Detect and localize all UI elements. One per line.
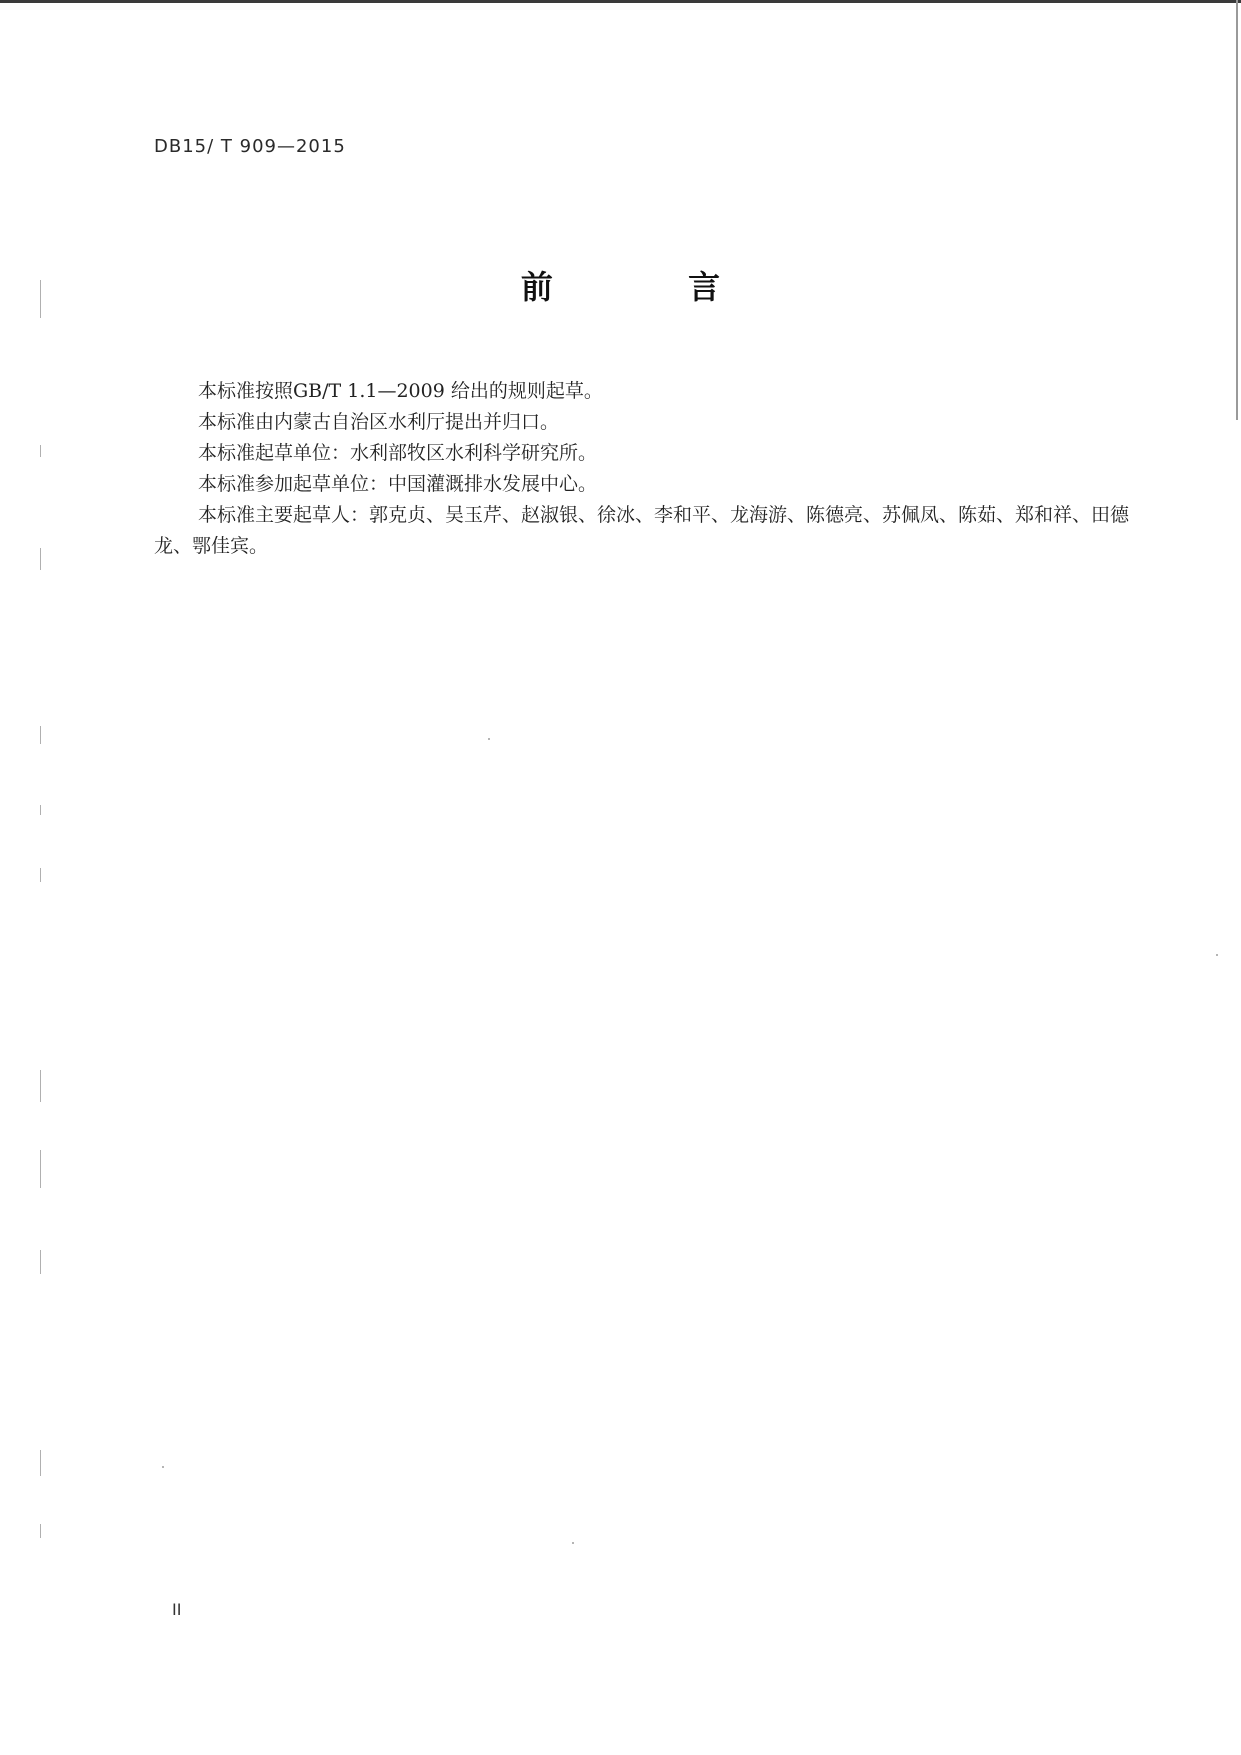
paragraph-proposer: 本标准由内蒙古自治区水利厅提出并归口。 xyxy=(198,411,560,433)
page-right-border xyxy=(1236,0,1238,420)
scan-artifact xyxy=(572,1542,574,1544)
document-code: DB15/ T 909—2015 xyxy=(154,136,346,157)
page-title: 前 言 xyxy=(520,268,783,306)
scan-artifact xyxy=(40,548,41,570)
scan-artifact xyxy=(40,445,41,457)
scan-artifact xyxy=(40,1450,41,1476)
scan-artifact xyxy=(40,868,41,882)
scan-artifact xyxy=(40,726,41,744)
scan-artifact xyxy=(40,805,41,815)
foreword-body xyxy=(154,376,1144,562)
scan-artifact xyxy=(162,1466,164,1468)
paragraph-drafters: 本标准主要起草人：郭克贞、吴玉芹、赵淑银、徐冰、李和平、龙海游、陈德亮、苏佩凤、陈茹、郑和祥、田德龙、鄂佳宾。 xyxy=(154,504,1130,557)
scan-artifact xyxy=(40,1250,41,1274)
scan-artifact xyxy=(1216,954,1218,956)
paragraph-participating-unit: 本标准参加起草单位：中国灌溉排水发展中心。 xyxy=(198,473,598,495)
scan-artifact xyxy=(40,1524,41,1538)
page-number: II xyxy=(172,1600,182,1619)
paragraph-drafting-rules: 本标准按照GB/T 1.1—2009 给出的规则起草。 xyxy=(198,380,603,402)
scan-artifact xyxy=(40,1070,41,1102)
paragraph-drafting-unit: 本标准起草单位：水利部牧区水利科学研究所。 xyxy=(198,442,598,464)
scan-artifact xyxy=(40,280,41,318)
scan-artifact xyxy=(40,1150,41,1188)
scan-artifact xyxy=(488,738,490,740)
page-top-border xyxy=(0,0,1241,3)
